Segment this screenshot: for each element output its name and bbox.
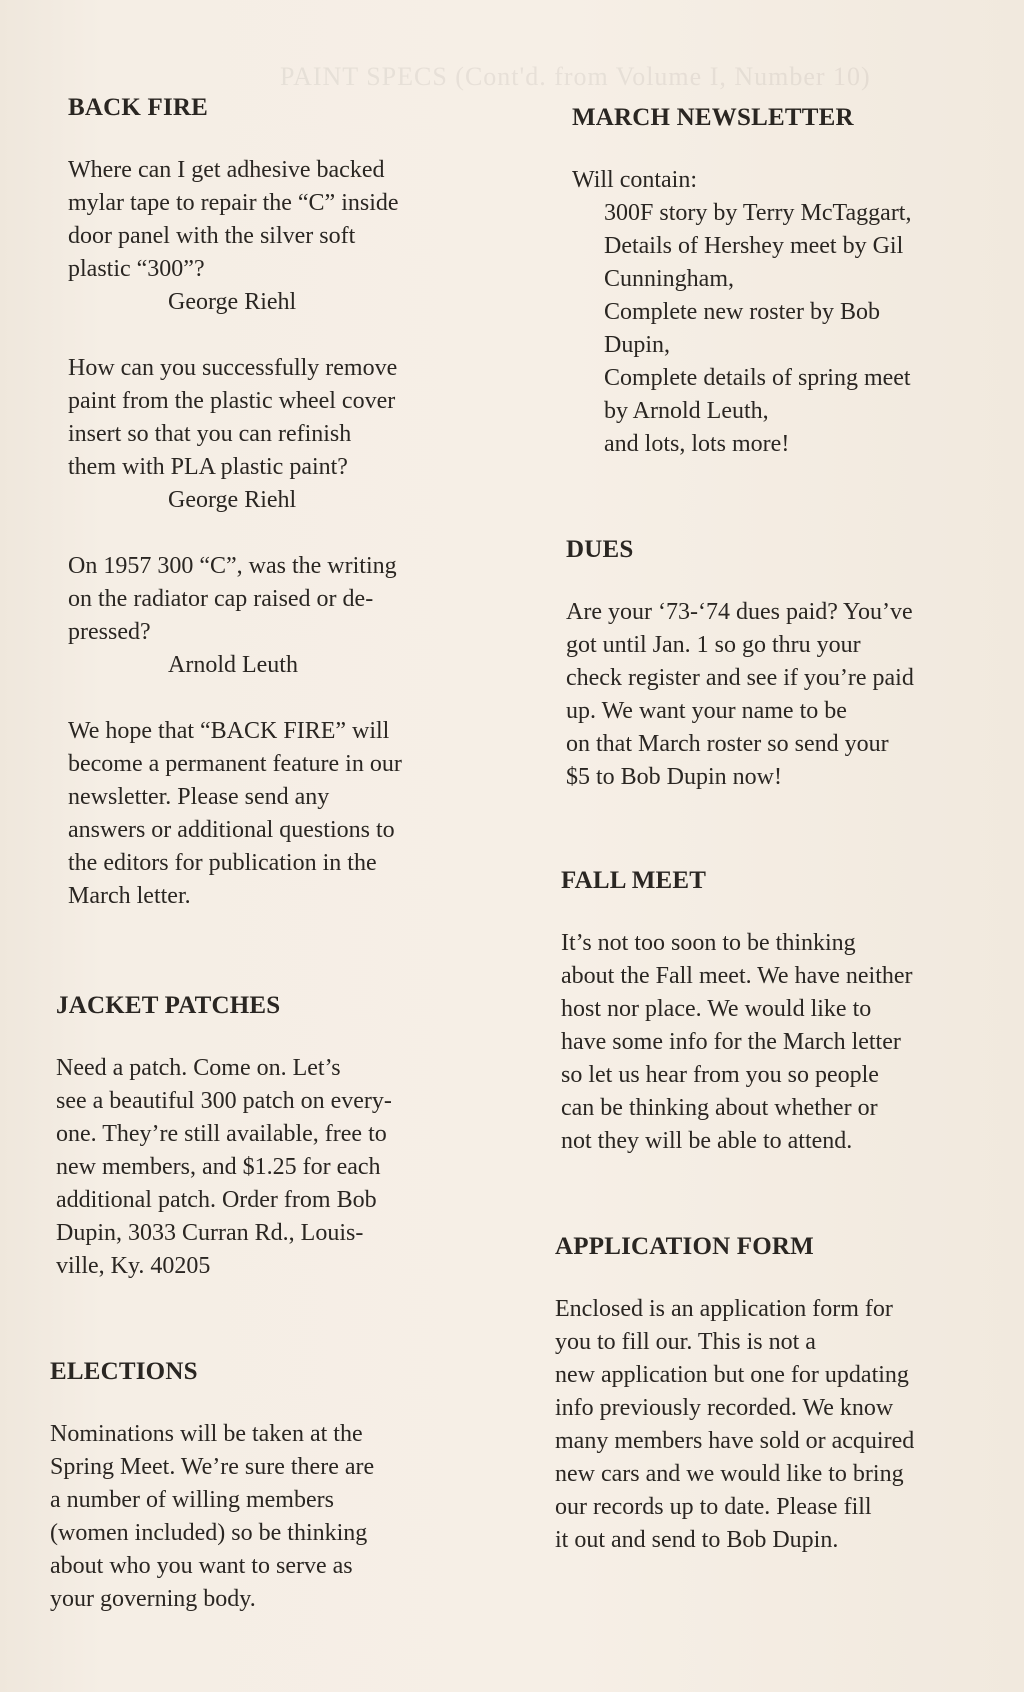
text-line: can be thinking about whether or [561, 1095, 878, 1121]
text-line: one. They’re still available, free to [56, 1121, 387, 1147]
text-line: Spring Meet. We’re sure there are [50, 1454, 375, 1480]
list-item: and lots, lots more! [604, 431, 790, 457]
text-line: it out and send to Bob Dupin. [555, 1527, 839, 1553]
text-line: many members have sold or acquired [555, 1428, 915, 1454]
list-item: by Arnold Leuth, [604, 398, 769, 424]
text-line: you to fill our. This is not a [555, 1329, 816, 1355]
text-line: got until Jan. 1 so go thru your [566, 632, 861, 658]
text-line: see a beautiful 300 patch on every- [56, 1088, 392, 1114]
question-3 [68, 550, 518, 682]
newsletter-items [572, 197, 1022, 461]
list-item: 300F story by Terry McTaggart, [604, 200, 912, 226]
text-line: ville, Ky. 40205 [56, 1253, 211, 1279]
text-line: mylar tape to repair the “C” inside [68, 190, 399, 216]
back-fire-closing [68, 715, 518, 913]
text-line: them with PLA plastic paint? [68, 454, 348, 480]
text-line: new cars and we would like to bring [555, 1461, 904, 1487]
text-line: become a permanent feature in our [68, 751, 402, 777]
text-line: new members, and $1.25 for each [56, 1154, 381, 1180]
question-author: George Riehl [168, 289, 297, 315]
march-newsletter-section [572, 104, 1022, 461]
text-line: our records up to date. Please fill [555, 1494, 872, 1520]
text-line: pressed? [68, 619, 151, 645]
text-line: answers or additional questions to [68, 817, 395, 843]
text-line: new application but one for updating [555, 1362, 909, 1388]
application-form-heading: APPLICATION FORM [555, 1233, 814, 1260]
dues-section [566, 536, 1016, 794]
text-line: plastic “300”? [68, 256, 205, 282]
list-item: Details of Hershey meet by Gil [604, 233, 904, 259]
question-author: George Riehl [168, 487, 297, 513]
text-line: Need a patch. Come on. Let’s [56, 1055, 341, 1081]
text-line: host nor place. We would like to [561, 996, 872, 1022]
back-fire-section [68, 94, 518, 913]
text-line: the editors for publication in the [68, 850, 377, 876]
fall-meet-section [561, 867, 1011, 1158]
fall-meet-heading: FALL MEET [561, 867, 707, 894]
text-line: On 1957 300 “C”, was the writing [68, 553, 397, 579]
text-line: Are your ‘73-‘74 dues paid? You’ve [566, 599, 913, 625]
text-line: Dupin, 3033 Curran Rd., Louis- [56, 1220, 364, 1246]
text-line: Where can I get adhesive backed [68, 157, 385, 183]
text-line: (women included) so be thinking [50, 1520, 368, 1546]
text-line: Will contain: [572, 167, 698, 193]
bleed-through-text: PAINT SPECS (Cont'd. from Volume I, Number 10) [280, 62, 871, 91]
question-1 [68, 154, 518, 319]
text-line: Nominations will be taken at the [50, 1421, 363, 1447]
text-line: on that March roster so send your [566, 731, 889, 757]
text-line: your governing body. [50, 1586, 256, 1612]
march-newsletter-heading: MARCH NEWSLETTER [572, 104, 854, 131]
text-line: How can you successfully remove [68, 355, 398, 381]
application-form-section [555, 1233, 1005, 1557]
text-line: not they will be able to attend. [561, 1128, 853, 1154]
text-line: We hope that “BACK FIRE” will [68, 718, 390, 744]
text-line: so let us hear from you so people [561, 1062, 879, 1088]
text-line: up. We want your name to be [566, 698, 847, 724]
text-line: info previously recorded. We know [555, 1395, 894, 1421]
text-line: on the radiator cap raised or de- [68, 586, 374, 612]
jacket-patches-heading: JACKET PATCHES [56, 992, 281, 1019]
jacket-patches-section [56, 992, 506, 1283]
text-line: check register and see if you’re paid [566, 665, 914, 691]
text-line: paint from the plastic wheel cover [68, 388, 396, 414]
text-line: Enclosed is an application form for [555, 1296, 893, 1322]
list-item: Complete new roster by Bob [604, 299, 880, 325]
text-line: It’s not too soon to be thinking [561, 930, 856, 956]
list-item: Cunningham, [604, 266, 734, 292]
text-line: door panel with the silver soft [68, 223, 356, 249]
text-line: about the Fall meet. We have neither [561, 963, 913, 989]
text-line: have some info for the March letter [561, 1029, 901, 1055]
text-line: insert so that you can refinish [68, 421, 352, 447]
list-item: Complete details of spring meet [604, 365, 911, 391]
dues-heading: DUES [566, 536, 634, 563]
text-line: newsletter. Please send any [68, 784, 330, 810]
text-line: a number of willing members [50, 1487, 334, 1513]
list-item: Dupin, [604, 332, 670, 358]
question-2 [68, 352, 518, 517]
question-author: Arnold Leuth [168, 652, 298, 678]
text-line: about who you want to serve as [50, 1553, 353, 1579]
elections-heading: ELECTIONS [50, 1358, 198, 1385]
back-fire-heading: BACK FIRE [68, 94, 209, 121]
text-line: $5 to Bob Dupin now! [566, 764, 782, 790]
text-line: March letter. [68, 883, 191, 909]
elections-section [50, 1358, 500, 1616]
text-line: additional patch. Order from Bob [56, 1187, 377, 1213]
